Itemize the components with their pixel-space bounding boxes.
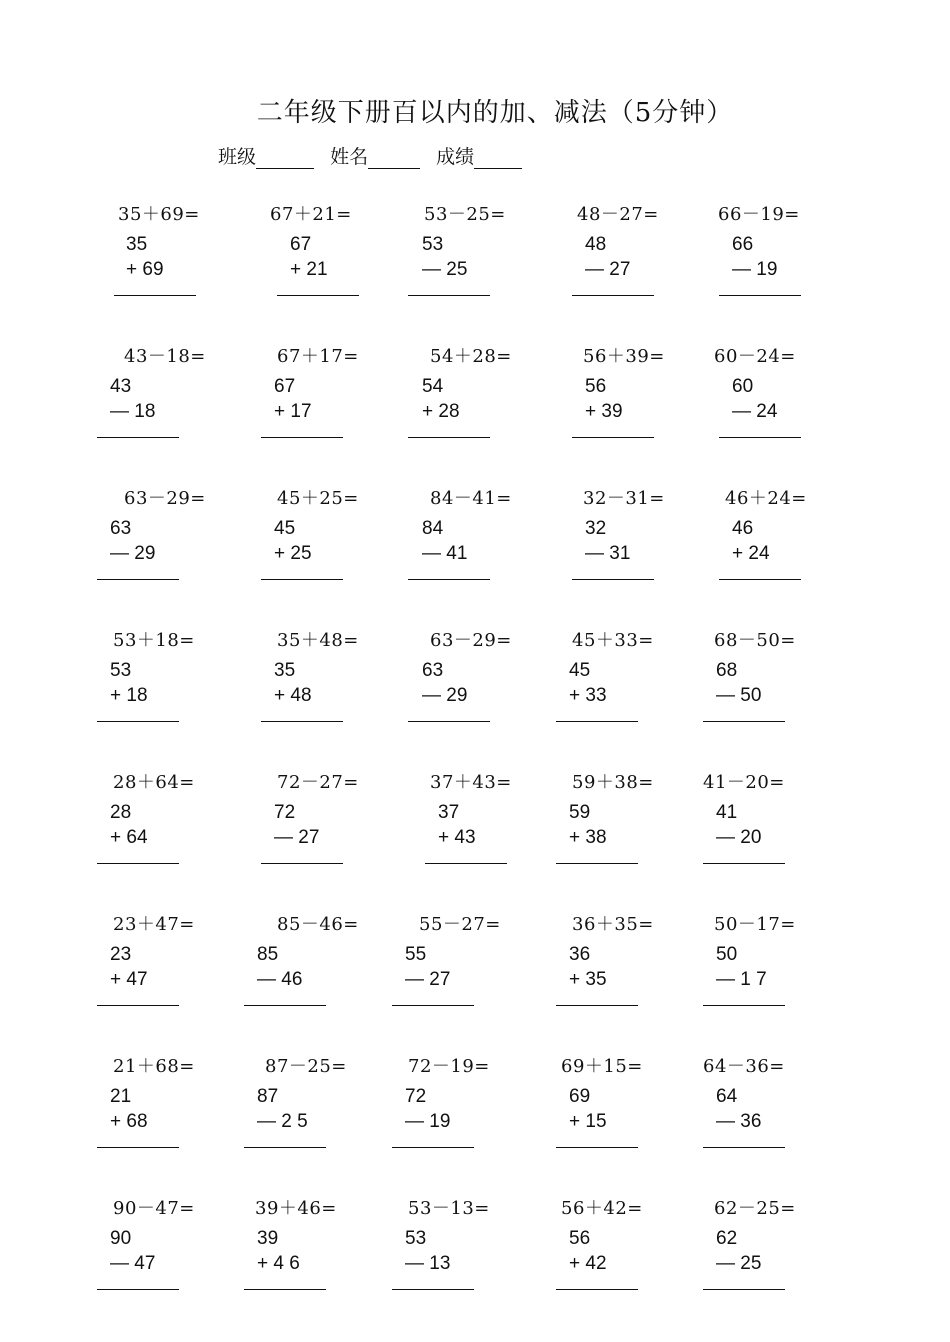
vertical-bottom-operand: — 46 [257,969,303,990]
problem-equation: 63－29= [430,630,512,651]
vertical-top-number: 54 [422,376,444,397]
vertical-top-number: 53 [110,660,132,681]
problem-equation: 67＋17= [277,346,359,367]
problem-equation: 55－27= [419,914,501,935]
vertical-top-number: 35 [274,660,296,681]
vertical-bottom-operand: + 28 [422,401,460,422]
answer-line[interactable] [114,295,196,296]
vertical-top-number: 90 [110,1228,132,1249]
vertical-top-number: 56 [569,1228,591,1249]
answer-line[interactable] [572,295,654,296]
vertical-bottom-operand: + 4 6 [257,1253,300,1274]
problem-equation: 39＋46= [255,1198,337,1219]
answer-line[interactable] [244,1005,326,1006]
answer-line[interactable] [97,721,179,722]
vertical-bottom-operand: — 50 [716,685,762,706]
problem-equation: 48－27= [577,204,659,225]
vertical-top-number: 48 [585,234,607,255]
vertical-top-number: 66 [732,234,754,255]
vertical-bottom-operand: — 41 [422,543,468,564]
answer-line[interactable] [261,863,343,864]
vertical-bottom-operand: — 27 [585,259,631,280]
vertical-bottom-operand: — 31 [585,543,631,564]
answer-line[interactable] [556,1147,638,1148]
vertical-bottom-operand: + 48 [274,685,312,706]
vertical-bottom-operand: — 1 7 [716,969,767,990]
vertical-bottom-operand: + 35 [569,969,607,990]
problem-equation: 28＋64= [113,772,195,793]
answer-line[interactable] [408,437,490,438]
answer-line[interactable] [556,721,638,722]
answer-line[interactable] [703,1289,785,1290]
vertical-bottom-operand: — 25 [422,259,468,280]
problem-equation: 84－41= [430,488,512,509]
vertical-top-number: 59 [569,802,591,823]
problem-equation: 60－24= [714,346,796,367]
vertical-top-number: 64 [716,1086,738,1107]
answer-line[interactable] [719,295,801,296]
answer-line[interactable] [572,579,654,580]
problem-equation: 45＋25= [277,488,359,509]
problem-equation: 45＋33= [572,630,654,651]
vertical-top-number: 62 [716,1228,738,1249]
vertical-top-number: 39 [257,1228,279,1249]
answer-line[interactable] [97,1289,179,1290]
problem-equation: 67＋21= [270,204,352,225]
vertical-bottom-operand: — 19 [732,259,778,280]
answer-line[interactable] [703,1005,785,1006]
vertical-top-number: 45 [274,518,296,539]
problem-equation: 68－50= [714,630,796,651]
vertical-bottom-operand: + 69 [126,259,164,280]
vertical-top-number: 63 [110,518,132,539]
score-label: 成绩 [436,146,475,168]
vertical-top-number: 28 [110,802,132,823]
vertical-top-number: 63 [422,660,444,681]
vertical-bottom-operand: + 15 [569,1111,607,1132]
problem-equation: 21＋68= [113,1056,195,1077]
problem-equation: 43－18= [124,346,206,367]
vertical-top-number: 35 [126,234,148,255]
answer-line[interactable] [408,579,490,580]
answer-line[interactable] [408,295,490,296]
vertical-top-number: 53 [422,234,444,255]
answer-line[interactable] [408,721,490,722]
problem-equation: 63－29= [124,488,206,509]
answer-line[interactable] [97,579,179,580]
problem-equation: 36＋35= [572,914,654,935]
answer-line[interactable] [556,1289,638,1290]
vertical-top-number: 21 [110,1086,132,1107]
problem-equation: 53－13= [408,1198,490,1219]
answer-line[interactable] [97,1147,179,1148]
vertical-bottom-operand: — 27 [405,969,451,990]
vertical-bottom-operand: — 13 [405,1253,451,1274]
answer-line[interactable] [703,863,785,864]
answer-line[interactable] [392,1289,474,1290]
problem-equation: 90－47= [113,1198,195,1219]
problem-equation: 35＋48= [277,630,359,651]
student-info-line [218,142,532,169]
problem-equation: 32－31= [583,488,665,509]
problem-equation: 69＋15= [561,1056,643,1077]
vertical-top-number: 50 [716,944,738,965]
vertical-top-number: 23 [110,944,132,965]
answer-line[interactable] [261,437,343,438]
vertical-bottom-operand: + 47 [110,969,148,990]
vertical-bottom-operand: — 20 [716,827,762,848]
answer-line[interactable] [97,863,179,864]
problem-equation: 53－25= [424,204,506,225]
class-blank[interactable] [256,148,314,169]
vertical-top-number: 60 [732,376,754,397]
vertical-top-number: 87 [257,1086,279,1107]
vertical-bottom-operand: + 43 [438,827,476,848]
vertical-bottom-operand: — 25 [716,1253,762,1274]
vertical-bottom-operand: + 64 [110,827,148,848]
vertical-bottom-operand: — 29 [110,543,156,564]
vertical-top-number: 37 [438,802,460,823]
vertical-top-number: 56 [585,376,607,397]
worksheet-title: 二年级下册百以内的加、减法（5分钟） [256,98,734,128]
problem-equation: 64－36= [703,1056,785,1077]
class-label: 班级 [218,146,257,168]
vertical-top-number: 85 [257,944,279,965]
vertical-top-number: 43 [110,376,132,397]
vertical-top-number: 72 [405,1086,427,1107]
name-blank[interactable] [368,148,420,169]
answer-line[interactable] [425,863,507,864]
vertical-bottom-operand: + 21 [290,259,328,280]
problem-equation: 41－20= [703,772,785,793]
vertical-top-number: 55 [405,944,427,965]
vertical-bottom-operand: — 29 [422,685,468,706]
vertical-bottom-operand: — 24 [732,401,778,422]
vertical-bottom-operand: — 2 5 [257,1111,308,1132]
problem-equation: 56＋39= [583,346,665,367]
vertical-top-number: 36 [569,944,591,965]
vertical-bottom-operand: — 18 [110,401,156,422]
vertical-bottom-operand: + 25 [274,543,312,564]
answer-line[interactable] [261,721,343,722]
vertical-bottom-operand: + 39 [585,401,623,422]
answer-line[interactable] [556,1005,638,1006]
vertical-bottom-operand: + 24 [732,543,770,564]
answer-line[interactable] [244,1289,326,1290]
answer-line[interactable] [277,295,359,296]
vertical-top-number: 53 [405,1228,427,1249]
problem-equation: 56＋42= [561,1198,643,1219]
vertical-top-number: 67 [290,234,312,255]
problem-equation: 62－25= [714,1198,796,1219]
answer-line[interactable] [572,437,654,438]
vertical-top-number: 68 [716,660,738,681]
problem-equation: 46＋24= [725,488,807,509]
problem-equation: 54＋28= [430,346,512,367]
answer-line[interactable] [97,437,179,438]
answer-line[interactable] [719,437,801,438]
answer-line[interactable] [703,1147,785,1148]
answer-line[interactable] [703,721,785,722]
problem-equation: 59＋38= [572,772,654,793]
problem-equation: 50－17= [714,914,796,935]
answer-line[interactable] [392,1147,474,1148]
vertical-bottom-operand: + 17 [274,401,312,422]
problem-equation: 23＋47= [113,914,195,935]
answer-line[interactable] [719,579,801,580]
vertical-top-number: 41 [716,802,738,823]
answer-line[interactable] [261,579,343,580]
vertical-top-number: 72 [274,802,296,823]
problem-equation: 53＋18= [113,630,195,651]
vertical-top-number: 32 [585,518,607,539]
vertical-bottom-operand: + 42 [569,1253,607,1274]
answer-line[interactable] [97,1005,179,1006]
problem-equation: 37＋43= [430,772,512,793]
vertical-top-number: 45 [569,660,591,681]
vertical-bottom-operand: — 47 [110,1253,156,1274]
vertical-bottom-operand: + 18 [110,685,148,706]
problem-equation: 35＋69= [118,204,200,225]
answer-line[interactable] [392,1005,474,1006]
problem-equation: 87－25= [265,1056,347,1077]
problem-equation: 72－27= [277,772,359,793]
vertical-bottom-operand: — 19 [405,1111,451,1132]
vertical-top-number: 67 [274,376,296,397]
vertical-bottom-operand: + 38 [569,827,607,848]
vertical-top-number: 46 [732,518,754,539]
vertical-bottom-operand: + 33 [569,685,607,706]
answer-line[interactable] [556,863,638,864]
vertical-bottom-operand: — 36 [716,1111,762,1132]
name-label: 姓名 [330,146,369,168]
problem-equation: 85－46= [277,914,359,935]
vertical-bottom-operand: + 68 [110,1111,148,1132]
problem-equation: 72－19= [408,1056,490,1077]
vertical-bottom-operand: — 27 [274,827,320,848]
problem-equation: 66－19= [718,204,800,225]
score-blank[interactable] [474,148,522,169]
vertical-top-number: 84 [422,518,444,539]
answer-line[interactable] [244,1147,326,1148]
vertical-top-number: 69 [569,1086,591,1107]
